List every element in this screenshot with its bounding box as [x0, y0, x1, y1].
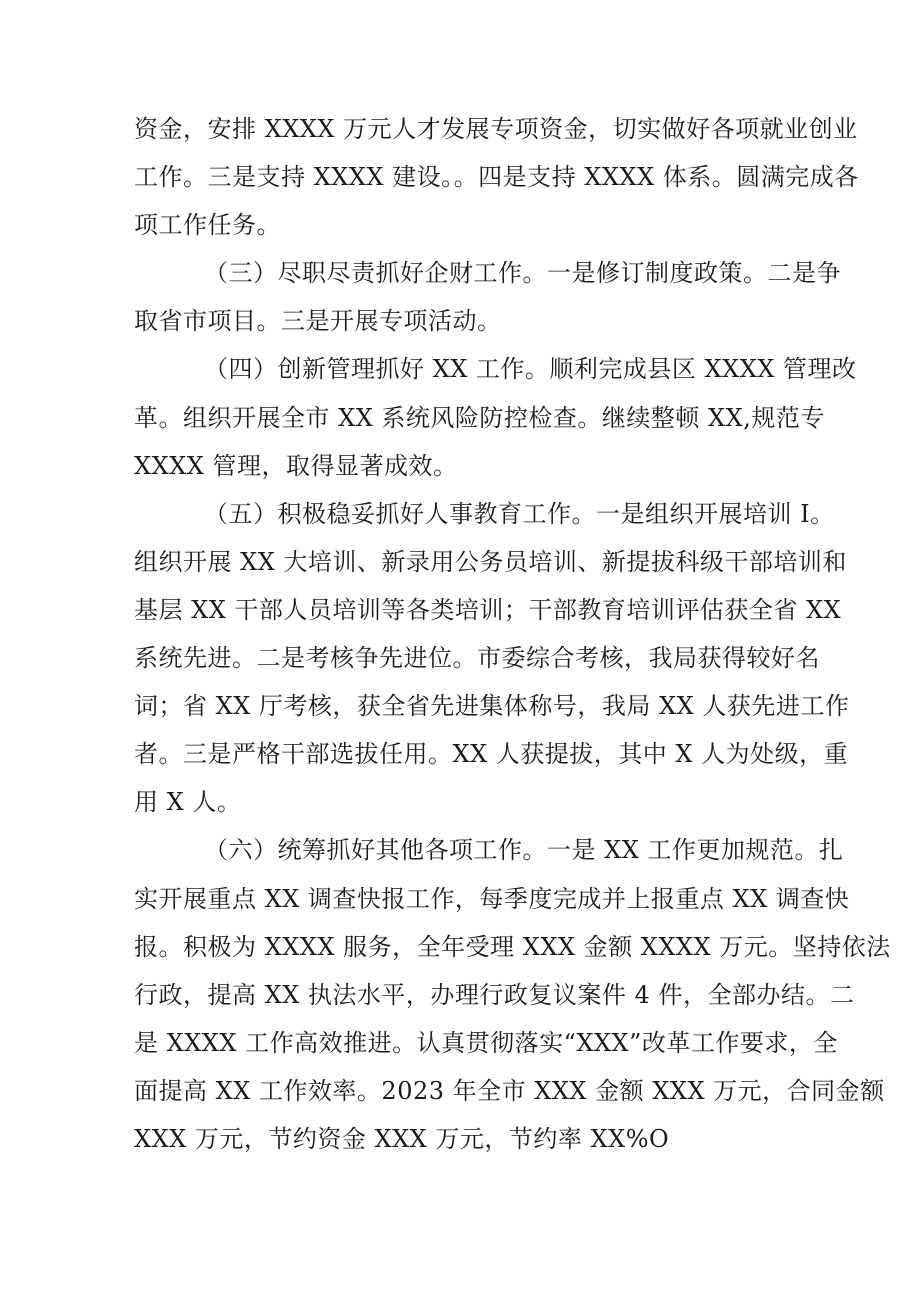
text-line: XXXX 管理，取得显著成效。	[134, 451, 458, 480]
text-line: （三）尽职尽责抓好企财工作。一是修订制度政策。二是争	[204, 259, 841, 288]
text-line: 报。积极为 XXXX 服务，全年受理 XXX 金额 XXXX 万元。坚持依法	[134, 932, 891, 961]
text-line: 词；省 XX 厅考核，获全省先进集体称号，我局 XX 人获先进工作	[134, 692, 850, 721]
paragraph	[134, 345, 857, 489]
text-line: （六）统筹抓好其他各项工作。一是 XX 工作更加规范。扎	[204, 836, 844, 865]
text-line: 项工作任务。	[134, 211, 281, 240]
text-line: 面提高 XX 工作效率。2023 年全市 XXX 金额 XXX 万元，合同金额	[134, 1076, 885, 1105]
text-line: 用 X 人。	[134, 788, 242, 817]
text-line: （四）创新管理抓好 XX 工作。顺利完成县区 XXXX 管理改	[204, 355, 857, 384]
text-line: 工作。三是支持 XXXX 建设。。四是支持 XXXX 体系。圆满完成各	[134, 163, 859, 192]
text-line: 是 XXXX 工作高效推进。认真贯彻落实“XXX”改革工作要求，全	[134, 1028, 838, 1057]
text-line: 者。三是严格干部选拔任用。XX 人获提拔，其中 X 人为处级，重	[134, 740, 849, 769]
text-line: 行政，提高 XX 执法水平，办理行政复议案件 4 件，全部办结。二	[134, 980, 855, 1009]
text-line: XXX 万元，节约资金 XXX 万元，节约率 XX%O	[134, 1124, 670, 1153]
text-line: 实开展重点 XX 调查快报工作，每季度完成并上报重点 XX 调查快	[134, 884, 850, 913]
paragraph	[134, 490, 850, 827]
document-body	[134, 105, 891, 1163]
paragraph	[134, 105, 859, 249]
text-line: 革。组织开展全市 XX 系统风险防控检查。继续整顿 XX,规范专	[134, 403, 825, 432]
text-line: 系统先进。二是考核争先进位。市委综合考核，我局获得较好名	[134, 644, 820, 673]
text-line: （五）积极稳妥抓好人事教育工作。一是组织开展培训 I。	[204, 499, 835, 528]
paragraph	[134, 249, 841, 345]
text-line: 组织开展 XX 大培训、新录用公务员培训、新提拔科级干部培训和	[134, 547, 847, 576]
text-line: 基层 XX 干部人员培训等各类培训；干部教育培训评估获全省 XX	[134, 595, 842, 624]
paragraph	[134, 826, 891, 1163]
text-line: 取省市项目。三是开展专项活动。	[134, 307, 502, 336]
text-line: 资金，安排 XXXX 万元人才发展专项资金，切实做好各项就业创业	[134, 115, 858, 143]
